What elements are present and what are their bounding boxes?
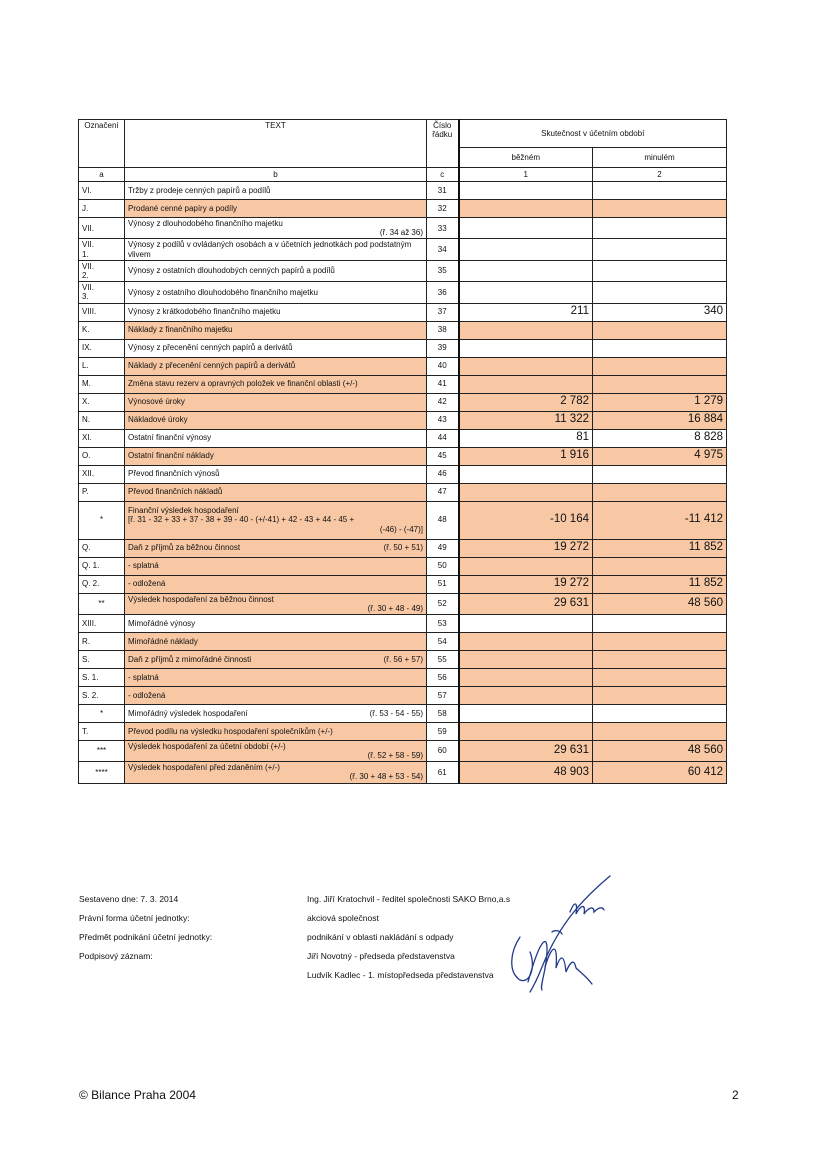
row-mark: K. — [79, 321, 125, 339]
row-number: 54 — [427, 632, 459, 650]
row-current-value — [459, 182, 593, 200]
row-label: Výsledek hospodaření za běžnou činnost — [128, 594, 274, 604]
row-text — [125, 632, 427, 650]
header-period: Skutečnost v účetním období — [459, 120, 727, 148]
row-current-value — [459, 218, 593, 239]
row-text — [125, 321, 427, 339]
copyright: © Bilance Praha 2004 — [79, 1088, 196, 1102]
row-label: - splatná — [128, 561, 159, 571]
row-current-value — [459, 483, 593, 501]
row-number: 36 — [427, 282, 459, 303]
row-mark: S. 2. — [79, 686, 125, 704]
row-current-value — [459, 200, 593, 218]
row-previous-value — [593, 282, 727, 303]
row-text — [125, 429, 427, 447]
row-label: Výsledek hospodaření za účetní období (+/-) — [128, 741, 286, 751]
row-number: 34 — [427, 239, 459, 260]
row-text — [125, 501, 427, 539]
row-number: 58 — [427, 704, 459, 722]
header-text: TEXT — [125, 120, 427, 168]
table-row — [79, 762, 727, 783]
table-row — [79, 200, 727, 218]
table-row — [79, 632, 727, 650]
row-current-value — [459, 557, 593, 575]
row-label: Ostatní finanční náklady — [128, 451, 214, 461]
row-label: Výnosy z podílů v ovládaných osobách a v účetních jednotkách pod podstatným vlivem — [128, 240, 412, 259]
row-label: Výsledek hospodaření před zdaněním (+/-) — [128, 763, 280, 773]
row-text — [125, 668, 427, 686]
row-number: 51 — [427, 575, 459, 593]
table-row — [79, 686, 727, 704]
row-label: Výnosy z ostatního dlouhodobého finančního majetku — [128, 287, 318, 297]
footer-labels — [79, 890, 212, 966]
row-number: 53 — [427, 614, 459, 632]
row-mark: R. — [79, 632, 125, 650]
row-label: Převod finančních nákladů — [128, 487, 223, 497]
page-number: 2 — [732, 1088, 739, 1102]
row-number: 38 — [427, 321, 459, 339]
subheader-c: c — [427, 168, 459, 182]
row-previous-value — [593, 321, 727, 339]
row-label: Výnosy z přecenění cenných papírů a derivátů — [128, 343, 293, 353]
footer-director: Ing. Jiří Kratochvil - ředitel společnosti SAKO Brno,a.s — [307, 894, 511, 904]
row-mark: XII. — [79, 465, 125, 483]
row-current-value: 11 322 — [459, 411, 593, 429]
row-previous-value — [593, 182, 727, 200]
row-number: 45 — [427, 447, 459, 465]
row-previous-value — [593, 722, 727, 740]
subheader-a: a — [79, 168, 125, 182]
table-row — [79, 593, 727, 614]
row-mark: VII. — [79, 218, 125, 239]
row-number: 35 — [427, 260, 459, 281]
row-current-value: -10 164 — [459, 501, 593, 539]
row-mark: S. — [79, 650, 125, 668]
row-current-value: 29 631 — [459, 593, 593, 614]
table-row — [79, 375, 727, 393]
row-text — [125, 393, 427, 411]
table-row — [79, 303, 727, 321]
profit-loss-table — [78, 119, 727, 784]
row-number: 48 — [427, 501, 459, 539]
row-mark: **** — [79, 762, 125, 783]
row-text — [125, 762, 427, 783]
row-text — [125, 200, 427, 218]
row-label: - splatná — [128, 672, 159, 682]
row-label: Daň z příjmů z mimořádné činnosti — [128, 654, 252, 664]
row-current-value — [459, 686, 593, 704]
row-number: 50 — [427, 557, 459, 575]
row-previous-value — [593, 200, 727, 218]
row-previous-value — [593, 260, 727, 281]
row-number: 42 — [427, 393, 459, 411]
row-number: 56 — [427, 668, 459, 686]
subheader-2: 2 — [593, 168, 727, 182]
row-previous-value: 48 560 — [593, 593, 727, 614]
row-text — [125, 357, 427, 375]
row-current-value — [459, 239, 593, 260]
table-row — [79, 321, 727, 339]
row-current-value: 2 782 — [459, 393, 593, 411]
row-mark: T. — [79, 722, 125, 740]
table-row — [79, 704, 727, 722]
row-current-value — [459, 321, 593, 339]
row-number: 40 — [427, 357, 459, 375]
row-mark: P. — [79, 483, 125, 501]
row-text — [125, 704, 427, 722]
row-previous-value: 16 884 — [593, 411, 727, 429]
row-label: Mimořádné náklady — [128, 636, 198, 646]
row-label: Náklady z přecenění cenných papírů a derivátů — [128, 361, 296, 371]
row-label: Mimořádné výnosy — [128, 618, 196, 628]
row-number: 41 — [427, 375, 459, 393]
row-text — [125, 614, 427, 632]
table-row — [79, 722, 727, 740]
row-mark: Q. 2. — [79, 575, 125, 593]
row-mark: S. 1. — [79, 668, 125, 686]
row-previous-value — [593, 483, 727, 501]
row-text — [125, 650, 427, 668]
row-text — [125, 411, 427, 429]
row-formula: (ř. 34 až 36) — [379, 228, 423, 238]
row-mark: XIII. — [79, 614, 125, 632]
row-number: 59 — [427, 722, 459, 740]
row-mark: N. — [79, 411, 125, 429]
row-current-value — [459, 632, 593, 650]
row-text — [125, 575, 427, 593]
row-current-value: 211 — [459, 303, 593, 321]
row-mark: IX. — [79, 339, 125, 357]
row-previous-value — [593, 239, 727, 260]
row-previous-value — [593, 465, 727, 483]
row-current-value: 29 631 — [459, 740, 593, 761]
table-row — [79, 740, 727, 761]
row-previous-value: 340 — [593, 303, 727, 321]
row-text — [125, 465, 427, 483]
row-current-value: 81 — [459, 429, 593, 447]
row-current-value — [459, 650, 593, 668]
row-current-value — [459, 704, 593, 722]
row-label: - odložená — [128, 579, 166, 589]
row-text — [125, 447, 427, 465]
row-number: 57 — [427, 686, 459, 704]
table-row — [79, 282, 727, 303]
row-previous-value: 11 852 — [593, 575, 727, 593]
row-text — [125, 722, 427, 740]
row-number: 33 — [427, 218, 459, 239]
row-formula: (ř. 56 + 57) — [383, 654, 423, 664]
row-number: 43 — [427, 411, 459, 429]
row-number: 61 — [427, 762, 459, 783]
row-previous-value: 4 975 — [593, 447, 727, 465]
row-text — [125, 218, 427, 239]
row-text — [125, 557, 427, 575]
row-current-value: 19 272 — [459, 575, 593, 593]
header-previous: minulém — [593, 148, 727, 168]
row-label: - odložená — [128, 690, 166, 700]
table-row — [79, 218, 727, 239]
row-formula: (ř. 30 + 48 + 53 - 54) — [349, 772, 423, 782]
row-previous-value — [593, 650, 727, 668]
row-label: Výnosy z dlouhodobého finančního majetku — [128, 219, 283, 228]
table-row — [79, 557, 727, 575]
table-row — [79, 539, 727, 557]
row-text — [125, 239, 427, 260]
row-previous-value — [593, 614, 727, 632]
table-row — [79, 668, 727, 686]
header-row-number: Číslo řádku — [427, 120, 459, 168]
table-row — [79, 614, 727, 632]
row-text — [125, 483, 427, 501]
row-previous-value — [593, 557, 727, 575]
row-previous-value — [593, 375, 727, 393]
row-mark: *** — [79, 740, 125, 761]
row-mark: VII. 1. — [79, 239, 125, 260]
row-label: Výnosy z ostatních dlouhodobých cenných papírů a podílů — [128, 266, 335, 276]
row-mark: * — [79, 704, 125, 722]
row-text — [125, 740, 427, 761]
table-row — [79, 429, 727, 447]
row-number: 39 — [427, 339, 459, 357]
row-text — [125, 260, 427, 281]
row-mark: O. — [79, 447, 125, 465]
row-text — [125, 593, 427, 614]
row-mark: ** — [79, 593, 125, 614]
row-number: 47 — [427, 483, 459, 501]
row-text — [125, 539, 427, 557]
row-number: 31 — [427, 182, 459, 200]
row-current-value: 48 903 — [459, 762, 593, 783]
row-label: Daň z příjmů za běžnou činnost — [128, 543, 241, 553]
row-mark: VIII. — [79, 303, 125, 321]
table-row — [79, 339, 727, 357]
table-row — [79, 447, 727, 465]
footer-legal-form: akciová společnost — [307, 913, 379, 923]
row-formula: (ř. 53 - 54 - 55) — [369, 708, 423, 718]
table-body — [79, 182, 727, 784]
row-previous-value — [593, 218, 727, 239]
row-current-value — [459, 465, 593, 483]
row-mark: Q. 1. — [79, 557, 125, 575]
row-label: Převod finančních výnosů — [128, 469, 220, 479]
row-previous-value — [593, 668, 727, 686]
row-number: 46 — [427, 465, 459, 483]
row-label: Prodané cenné papíry a podíly — [128, 203, 237, 213]
row-current-value — [459, 614, 593, 632]
row-previous-value: 8 828 — [593, 429, 727, 447]
table-row — [79, 465, 727, 483]
footer-signature-label: Podpisový záznam: — [79, 951, 153, 961]
row-mark: X. — [79, 393, 125, 411]
footer-chairman: Jiří Novotný - předseda představenstva — [307, 951, 455, 961]
footer-business-label: Předmět podnikání účetní jednotky: — [79, 932, 213, 942]
footer-business: podnikání v oblasti nakládání s odpady — [307, 932, 454, 942]
row-text — [125, 375, 427, 393]
row-label: Výnosy z krátkodobého finančního majetku — [128, 307, 281, 317]
row-current-value — [459, 375, 593, 393]
row-text — [125, 282, 427, 303]
row-mark: Q. — [79, 539, 125, 557]
row-current-value — [459, 260, 593, 281]
row-label: Změna stavu rezerv a opravných položek ve finanční oblasti (+/-) — [128, 379, 358, 389]
row-current-value — [459, 722, 593, 740]
row-mark: XI. — [79, 429, 125, 447]
row-number: 44 — [427, 429, 459, 447]
row-mark: J. — [79, 200, 125, 218]
row-mark: * — [79, 501, 125, 539]
row-text — [125, 339, 427, 357]
table-row — [79, 260, 727, 281]
row-previous-value — [593, 704, 727, 722]
row-previous-value: 60 412 — [593, 762, 727, 783]
table-row — [79, 239, 727, 260]
row-text — [125, 182, 427, 200]
footer-legal-form-label: Právní forma účetní jednotky: — [79, 913, 190, 923]
row-number: 49 — [427, 539, 459, 557]
row-current-value — [459, 339, 593, 357]
table-row — [79, 501, 727, 539]
row-previous-value — [593, 339, 727, 357]
footer-values — [307, 890, 510, 985]
row-mark: VI. — [79, 182, 125, 200]
signature-icon — [490, 872, 620, 1002]
row-previous-value: 48 560 — [593, 740, 727, 761]
row-formula: (ř. 52 + 58 - 59) — [367, 751, 423, 761]
row-label: Převod podílu na výsledku hospodaření společníkům (+/-) — [128, 726, 333, 736]
table-row — [79, 393, 727, 411]
row-current-value — [459, 668, 593, 686]
row-label: Nákladové úroky — [128, 415, 188, 425]
table-row — [79, 650, 727, 668]
footer-vice-chairman: Ludvík Kadlec - 1. místopředseda představenstva — [307, 970, 494, 980]
row-previous-value — [593, 686, 727, 704]
row-previous-value: 11 852 — [593, 539, 727, 557]
row-number: 37 — [427, 303, 459, 321]
row-label: Ostatní finanční výnosy — [128, 433, 212, 443]
row-label: Výnosové úroky — [128, 397, 185, 407]
table-row — [79, 483, 727, 501]
row-current-value — [459, 357, 593, 375]
row-mark: M. — [79, 375, 125, 393]
row-mark: VII. 2. — [79, 260, 125, 281]
header-mark: Označení — [79, 120, 125, 168]
row-current-value — [459, 282, 593, 303]
table-row — [79, 411, 727, 429]
row-current-value: 1 916 — [459, 447, 593, 465]
table-row — [79, 575, 727, 593]
row-number: 32 — [427, 200, 459, 218]
row-formula: (ř. 30 + 48 - 49) — [367, 603, 423, 613]
footer-date-label: Sestaveno dne: 7. 3. 2014 — [79, 894, 179, 904]
row-previous-value: -11 412 — [593, 501, 727, 539]
row-label: Mimořádný výsledek hospodaření — [128, 708, 248, 718]
header-current: běžném — [459, 148, 593, 168]
row-number: 60 — [427, 740, 459, 761]
row-label: Náklady z finančního majetku — [128, 325, 233, 335]
row-previous-value — [593, 632, 727, 650]
table-row — [79, 357, 727, 375]
row-text — [125, 303, 427, 321]
row-formula: (-46) - (-47)] — [379, 524, 423, 534]
subheader-b: b — [125, 168, 427, 182]
row-text — [125, 686, 427, 704]
row-label: Tržby z prodeje cenných papírů a podílů — [128, 185, 271, 195]
row-number: 52 — [427, 593, 459, 614]
row-number: 55 — [427, 650, 459, 668]
row-mark: VII. 3. — [79, 282, 125, 303]
row-formula: (ř. 50 + 51) — [383, 543, 423, 553]
row-label: Finanční výsledek hospodaření [ř. 31 - 32 + 33 + 37 - 38 + 39 - 40 - (+/-41) + 42 - 43 + 44 - 45 + — [128, 506, 355, 525]
row-current-value: 19 272 — [459, 539, 593, 557]
row-mark: L. — [79, 357, 125, 375]
table-row — [79, 182, 727, 200]
row-previous-value — [593, 357, 727, 375]
row-previous-value: 1 279 — [593, 393, 727, 411]
subheader-1: 1 — [459, 168, 593, 182]
